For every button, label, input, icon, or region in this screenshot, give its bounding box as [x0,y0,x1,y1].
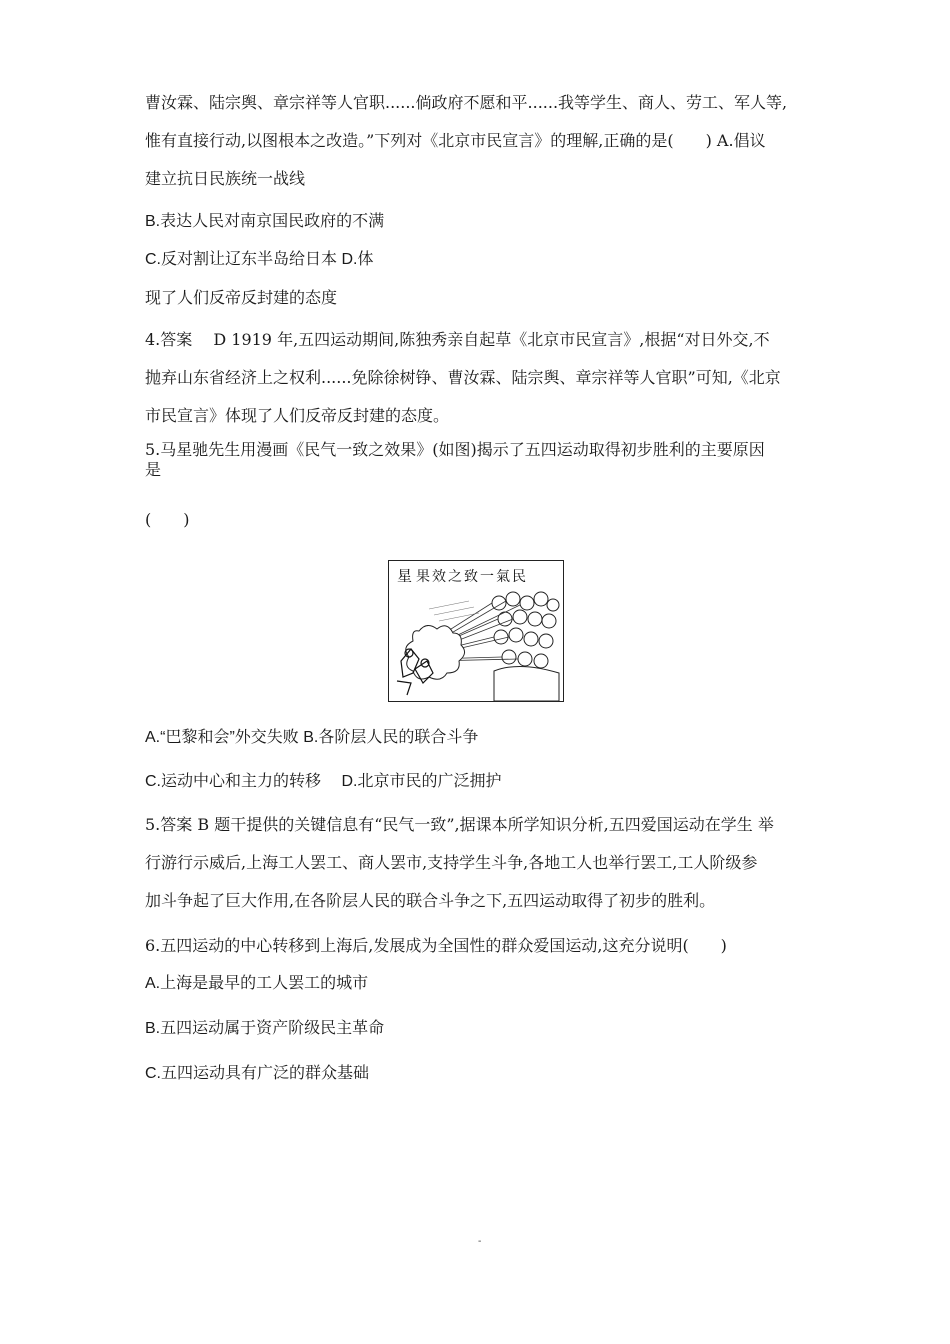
question-6: 6.五四运动的中心转移到上海后,发展成为全国性的群众爱国运动,这充分说明( ) [145,936,727,955]
question-5-line-2: 是 [145,460,162,479]
option-b-q3: B.表达人民对南京国民政府的不满 [145,213,385,230]
option-c-q6: C.五四运动具有广泛的群众基础 [145,1065,370,1082]
cartoon-title: 果效之致一氣民 [416,569,528,585]
answer-4-line-1: 4.答案 D 1919 年,五四运动期间,陈独秀亲自起草《北京市民宣言》,根据“对日外交,不 [145,330,770,349]
answer-5-line-1: 5.答案 B 题干提供的关键信息有“民气一致”,据课本所学知识分析,五四爱国运动在学生 举 [145,815,774,834]
line-2: 惟有直接行动,以图根本之改造。”下列对《北京市民宣言》的理解,正确的是( ) A.倡议 [145,131,766,150]
option-c-q3: C.反对割让辽东半岛给日本 D.体 [145,251,374,268]
answer-4-line-3: 市民宣言》体现了人们反帝反封建的态度。 [145,406,450,425]
option-c-d-q5: C.运动中心和主力的转移 D.北京市民的广泛拥护 [145,773,502,790]
answer-5-line-2: 行游行示威后,上海工人罢工、商人罢市,支持学生斗争,各地工人也举行罢工,工人阶级参 [145,853,758,872]
answer-4-line-2: 抛弃山东省经济上之权利......免除徐树铮、曹汝霖、陆宗舆、章宗祥等人官职”可知,《北京 [145,368,781,387]
question-5-line-1: 5.马星驰先生用漫画《民气一致之效果》(如图)揭示了五四运动取得初步胜利的主要原因 [145,440,765,459]
option-d-q3-cont: 现了人们反帝反封建的态度 [145,288,338,307]
option-a-b-q5: A.“巴黎和会”外交失败 B.各阶层人民的联合斗争 [145,729,479,746]
page-footer-mark: - [478,1236,482,1247]
line-1: 曹汝霖、陆宗舆、章宗祥等人官职......倘政府不愿和平......我等学生、商人、劳工、军人等, [145,93,788,112]
cartoon-signature: 星 [397,567,413,585]
answer-5-line-3: 加斗争起了巨大作用,在各阶层人民的联合斗争之下,五四运动取得了初步的胜利。 [145,891,716,910]
option-b-q6: B.五四运动属于资产阶级民主革命 [145,1020,385,1037]
question-5-bracket: ( ) [145,510,190,529]
line-3: 建立抗日民族统一战线 [145,169,306,188]
option-a-q6: A.上海是最早的工人罢工的城市 [145,975,369,992]
cartoon-illustration [388,560,564,702]
